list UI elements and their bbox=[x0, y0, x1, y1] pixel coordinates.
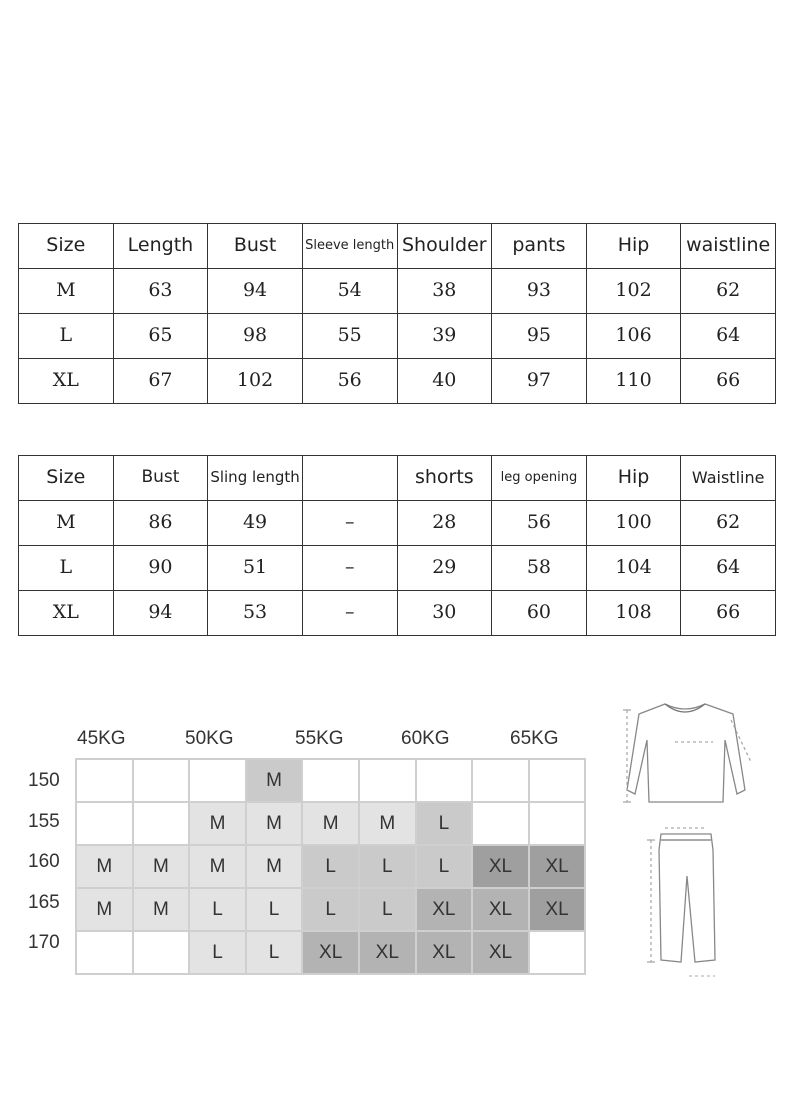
cell-hip: 102 bbox=[586, 269, 681, 314]
grid-cell: M bbox=[359, 802, 416, 845]
grid-cell: M bbox=[133, 845, 190, 888]
cell-pants: 97 bbox=[492, 359, 587, 404]
header-bust: Bust bbox=[113, 456, 208, 501]
grid-cell bbox=[472, 759, 529, 802]
grid-cell bbox=[529, 931, 586, 974]
cell-size: L bbox=[19, 314, 114, 359]
height-label: 165 bbox=[28, 892, 60, 913]
grid-cell: XL bbox=[472, 931, 529, 974]
table-row bbox=[19, 591, 776, 636]
cell-waistline: 62 bbox=[681, 501, 776, 546]
grid-row bbox=[76, 802, 585, 845]
grid-cell: XL bbox=[359, 931, 416, 974]
grid-cell: XL bbox=[472, 888, 529, 931]
height-label: 155 bbox=[28, 811, 60, 832]
header-length: Length bbox=[113, 224, 208, 269]
cell-dash: – bbox=[302, 501, 397, 546]
cell-length: 63 bbox=[113, 269, 208, 314]
grid-cell bbox=[76, 802, 133, 845]
grid-cell bbox=[416, 759, 473, 802]
header-size: Size bbox=[19, 456, 114, 501]
header-size: Size bbox=[19, 224, 114, 269]
cell-sling-length: 51 bbox=[208, 546, 303, 591]
cell-size: M bbox=[19, 269, 114, 314]
cell-waistline: 66 bbox=[681, 591, 776, 636]
grid-cell bbox=[133, 931, 190, 974]
cell-hip: 100 bbox=[586, 501, 681, 546]
long-sleeve-top-sketch-icon bbox=[623, 704, 751, 802]
cell-pants: 93 bbox=[492, 269, 587, 314]
grid-cell: XL bbox=[416, 888, 473, 931]
weight-label: 60KG bbox=[401, 728, 450, 749]
cell-bust: 94 bbox=[113, 591, 208, 636]
header-pants: pants bbox=[492, 224, 587, 269]
grid-cell: L bbox=[359, 845, 416, 888]
cell-length: 67 bbox=[113, 359, 208, 404]
header-waistline: Waistline bbox=[681, 456, 776, 501]
header-waistline: waistline bbox=[681, 224, 776, 269]
cell-leg-opening: 58 bbox=[492, 546, 587, 591]
cell-sling-length: 49 bbox=[208, 501, 303, 546]
grid-cell: M bbox=[302, 802, 359, 845]
header-blank bbox=[302, 456, 397, 501]
grid-cell: M bbox=[189, 802, 246, 845]
cell-waistline: 62 bbox=[681, 269, 776, 314]
grid-cell: M bbox=[246, 845, 303, 888]
grid-cell: XL bbox=[416, 931, 473, 974]
grid-cell: M bbox=[76, 888, 133, 931]
cell-shorts: 28 bbox=[397, 501, 492, 546]
header-bust: Bust bbox=[208, 224, 303, 269]
cell-hip: 104 bbox=[586, 546, 681, 591]
grid-cell: L bbox=[246, 931, 303, 974]
grid-row bbox=[76, 759, 585, 802]
grid-row bbox=[76, 888, 585, 931]
height-weight-size-grid bbox=[75, 758, 586, 975]
grid-cell bbox=[189, 759, 246, 802]
cell-size: XL bbox=[19, 591, 114, 636]
cell-dash: – bbox=[302, 546, 397, 591]
grid-row bbox=[76, 845, 585, 888]
size-table-top-and-pants bbox=[18, 223, 776, 404]
weight-label: 65KG bbox=[510, 728, 559, 749]
cell-sleeve-length: 56 bbox=[302, 359, 397, 404]
grid-cell: M bbox=[246, 759, 303, 802]
grid-cell: L bbox=[359, 888, 416, 931]
pants-sketch-icon bbox=[647, 828, 715, 976]
cell-pants: 95 bbox=[492, 314, 587, 359]
cell-bust: 102 bbox=[208, 359, 303, 404]
weight-label: 50KG bbox=[185, 728, 234, 749]
grid-cell: XL bbox=[302, 931, 359, 974]
cell-waistline: 64 bbox=[681, 546, 776, 591]
table-row bbox=[19, 314, 776, 359]
weight-label: 45KG bbox=[77, 728, 126, 749]
grid-cell: M bbox=[189, 845, 246, 888]
weight-label: 55KG bbox=[295, 728, 344, 749]
header-sleeve-length: Sleeve length bbox=[302, 224, 397, 269]
cell-shoulder: 38 bbox=[397, 269, 492, 314]
grid-cell bbox=[133, 802, 190, 845]
cell-leg-opening: 56 bbox=[492, 501, 587, 546]
grid-row bbox=[76, 931, 585, 974]
cell-size: M bbox=[19, 501, 114, 546]
grid-cell bbox=[76, 931, 133, 974]
grid-cell: M bbox=[133, 888, 190, 931]
cell-shorts: 30 bbox=[397, 591, 492, 636]
header-shorts: shorts bbox=[397, 456, 492, 501]
grid-cell: L bbox=[246, 888, 303, 931]
header-leg-opening: leg opening bbox=[492, 456, 587, 501]
cell-size: XL bbox=[19, 359, 114, 404]
table-header-row bbox=[19, 456, 776, 501]
grid-cell: L bbox=[302, 845, 359, 888]
cell-sling-length: 53 bbox=[208, 591, 303, 636]
grid-cell: L bbox=[302, 888, 359, 931]
header-sling-length: Sling length bbox=[208, 456, 303, 501]
table-row bbox=[19, 359, 776, 404]
grid-cell: M bbox=[76, 845, 133, 888]
cell-sleeve-length: 55 bbox=[302, 314, 397, 359]
header-shoulder: Shoulder bbox=[397, 224, 492, 269]
grid-cell bbox=[133, 759, 190, 802]
size-table-sling-and-shorts bbox=[18, 455, 776, 636]
height-label: 150 bbox=[28, 770, 60, 791]
cell-bust: 94 bbox=[208, 269, 303, 314]
cell-hip: 108 bbox=[586, 591, 681, 636]
grid-cell: M bbox=[246, 802, 303, 845]
grid-cell bbox=[529, 802, 586, 845]
table-header-row bbox=[19, 224, 776, 269]
height-label: 170 bbox=[28, 932, 60, 953]
cell-waistline: 64 bbox=[681, 314, 776, 359]
cell-hip: 106 bbox=[586, 314, 681, 359]
cell-bust: 98 bbox=[208, 314, 303, 359]
table-row bbox=[19, 501, 776, 546]
cell-length: 65 bbox=[113, 314, 208, 359]
grid-cell bbox=[472, 802, 529, 845]
grid-cell: L bbox=[189, 931, 246, 974]
grid-cell: L bbox=[416, 802, 473, 845]
cell-sleeve-length: 54 bbox=[302, 269, 397, 314]
grid-cell bbox=[76, 759, 133, 802]
grid-cell bbox=[529, 759, 586, 802]
cell-shorts: 29 bbox=[397, 546, 492, 591]
grid-cell bbox=[359, 759, 416, 802]
header-hip: Hip bbox=[586, 224, 681, 269]
table-row bbox=[19, 546, 776, 591]
cell-leg-opening: 60 bbox=[492, 591, 587, 636]
cell-shoulder: 40 bbox=[397, 359, 492, 404]
table-row bbox=[19, 269, 776, 314]
cell-dash: – bbox=[302, 591, 397, 636]
grid-cell: XL bbox=[529, 845, 586, 888]
cell-shoulder: 39 bbox=[397, 314, 492, 359]
garment-sketch-illustration bbox=[605, 690, 765, 990]
grid-cell: L bbox=[189, 888, 246, 931]
cell-bust: 86 bbox=[113, 501, 208, 546]
cell-waistline: 66 bbox=[681, 359, 776, 404]
grid-cell: XL bbox=[529, 888, 586, 931]
grid-cell: XL bbox=[472, 845, 529, 888]
header-hip: Hip bbox=[586, 456, 681, 501]
cell-size: L bbox=[19, 546, 114, 591]
height-label: 160 bbox=[28, 851, 60, 872]
grid-cell bbox=[302, 759, 359, 802]
cell-hip: 110 bbox=[586, 359, 681, 404]
cell-bust: 90 bbox=[113, 546, 208, 591]
grid-cell: L bbox=[416, 845, 473, 888]
